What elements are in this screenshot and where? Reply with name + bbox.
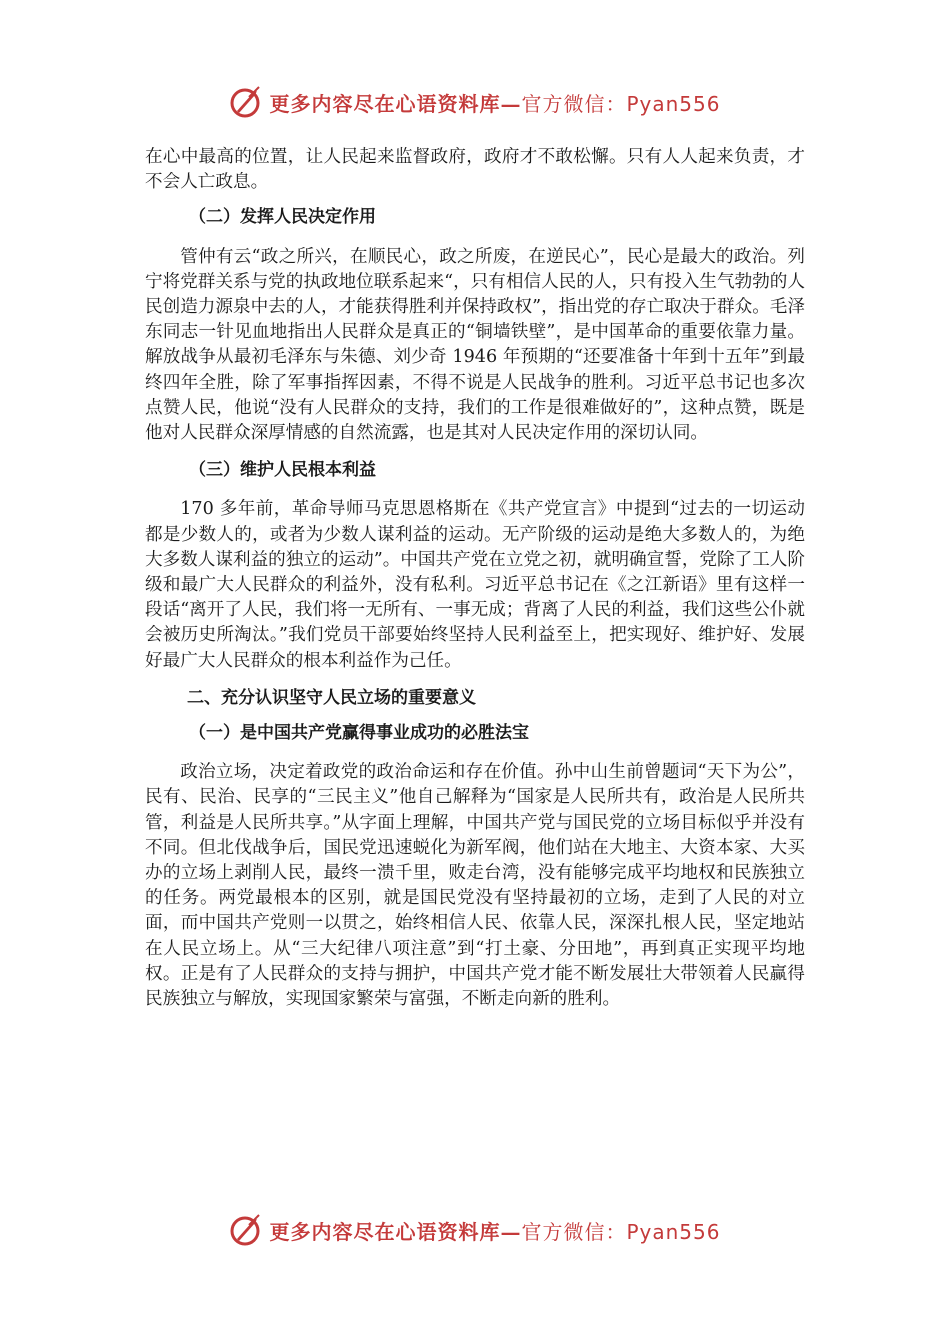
header-banner — [0, 82, 950, 122]
footer-banner — [0, 1210, 950, 1250]
paragraph-continued: 在心中最高的位置，让人民起来监督政府，政府才不敢松懈。只有人人起来负责，才不会人亡政息。 — [145, 147, 805, 193]
banner-wechat: 官方微信：Pyan556 — [521, 1219, 721, 1244]
banner-text — [269, 88, 720, 117]
banner-title: 更多内容尽在心语资料库 — [269, 91, 501, 116]
subheading-1b: （一）是中国共产党赢得事业成功的必胜法宝 — [189, 723, 529, 744]
paragraph-3: 170 多年前，革命导师马克思恩格斯在《共产党宣言》中提到“过去的一切运动都是少数人的，或者为少数人谋利益的运动。无产阶级的运动是绝大多数人的，为绝大多数人谋利益的独立的运动”。中国共产党在立党之初，就明确宣誓，党除了工人阶级和最广大人民群众的利益外，没有私利。习近平总书记在《之江新语》里有这样一段话“离开了人民，我们将一无所有、一事无成；背离了人民的利益，我们这些公仆就会被历史所淘汰。”我们党员干部要始终坚持人民利益至上，把实现好、维护好、发展好最广大人民群众的根本利益作为己任。 — [145, 499, 805, 671]
banner-separator: — — [500, 1219, 522, 1244]
banner-wechat: 官方微信：Pyan556 — [521, 91, 721, 116]
banner-separator: — — [500, 91, 522, 116]
paragraph-2: 管仲有云“政之所兴，在顺民心，政之所废，在逆民心”，民心是最大的政治。列宁将党群关系与党的执政地位联系起来“，只有相信人民的人，只有投入生气勃勃的人民创造力源泉中去的人，才能获得胜利并保持政权”，指出党的存亡取决于群众。毛泽东同志一针见血地指出人民群众是真正的“铜墙铁壁”，是中国革命的重要依靠力量。解放战争从最初毛泽东与朱德、刘少奇 1946 年预期的“还要准备十年到十五年”到最终四年全胜，除了军事指挥因素，不得不说是人民战争的胜利。习近平总书记也多次点赞人民，他说“没有人民群众的支持，我们的工作是很难做好的”，这种点赞，既是他对人民群众深厚情感的自然流露，也是其对人民决定作用的深切认同。 — [145, 246, 805, 444]
banner-title: 更多内容尽在心语资料库 — [269, 1219, 501, 1244]
paragraph-4: 政治立场，决定着政党的政治命运和存在价值。孙中山生前曾题词“天下为公”，民有、民治、民享的“三民主义”他自己解释为“国家是人民所共有，政治是人民所共管，利益是人民所共享。”从字面上理解，中国共产党与国民党的立场目标似乎并没有不同。但北伐战争后，国民党迅速蜕化为新军阀，他们站在大地主、大资本家、大买办的立场上剥削人民，最终一溃千里，败走台湾，没有能够完成平均地权和民族独立的任务。两党最根本的区别，就是国民党没有坚持最初的立场，走到了人民的对立面，而中国共产党则一以贯之，始终相信人民、依靠人民，深深扎根人民，坚定地站在人民立场上。从“三大纪律八项注意”到“打土豪、分田地”，再到真正实现平均地权。正是有了人民群众的支持与拥护，中国共产党才能不断发展壮大带领着人民赢得民族独立与解放，实现国家繁荣与富强，不断走向新的胜利。 — [145, 762, 805, 1010]
quill-pen-logo — [229, 85, 263, 119]
quill-pen-logo — [229, 1213, 263, 1247]
subheading-2: （二）发挥人民决定作用 — [189, 207, 376, 228]
subheading-3: （三）维护人民根本利益 — [189, 460, 376, 481]
document-body — [145, 145, 805, 1012]
banner-text — [269, 1216, 720, 1245]
section-heading: 二、充分认识坚守人民立场的重要意义 — [187, 687, 476, 708]
